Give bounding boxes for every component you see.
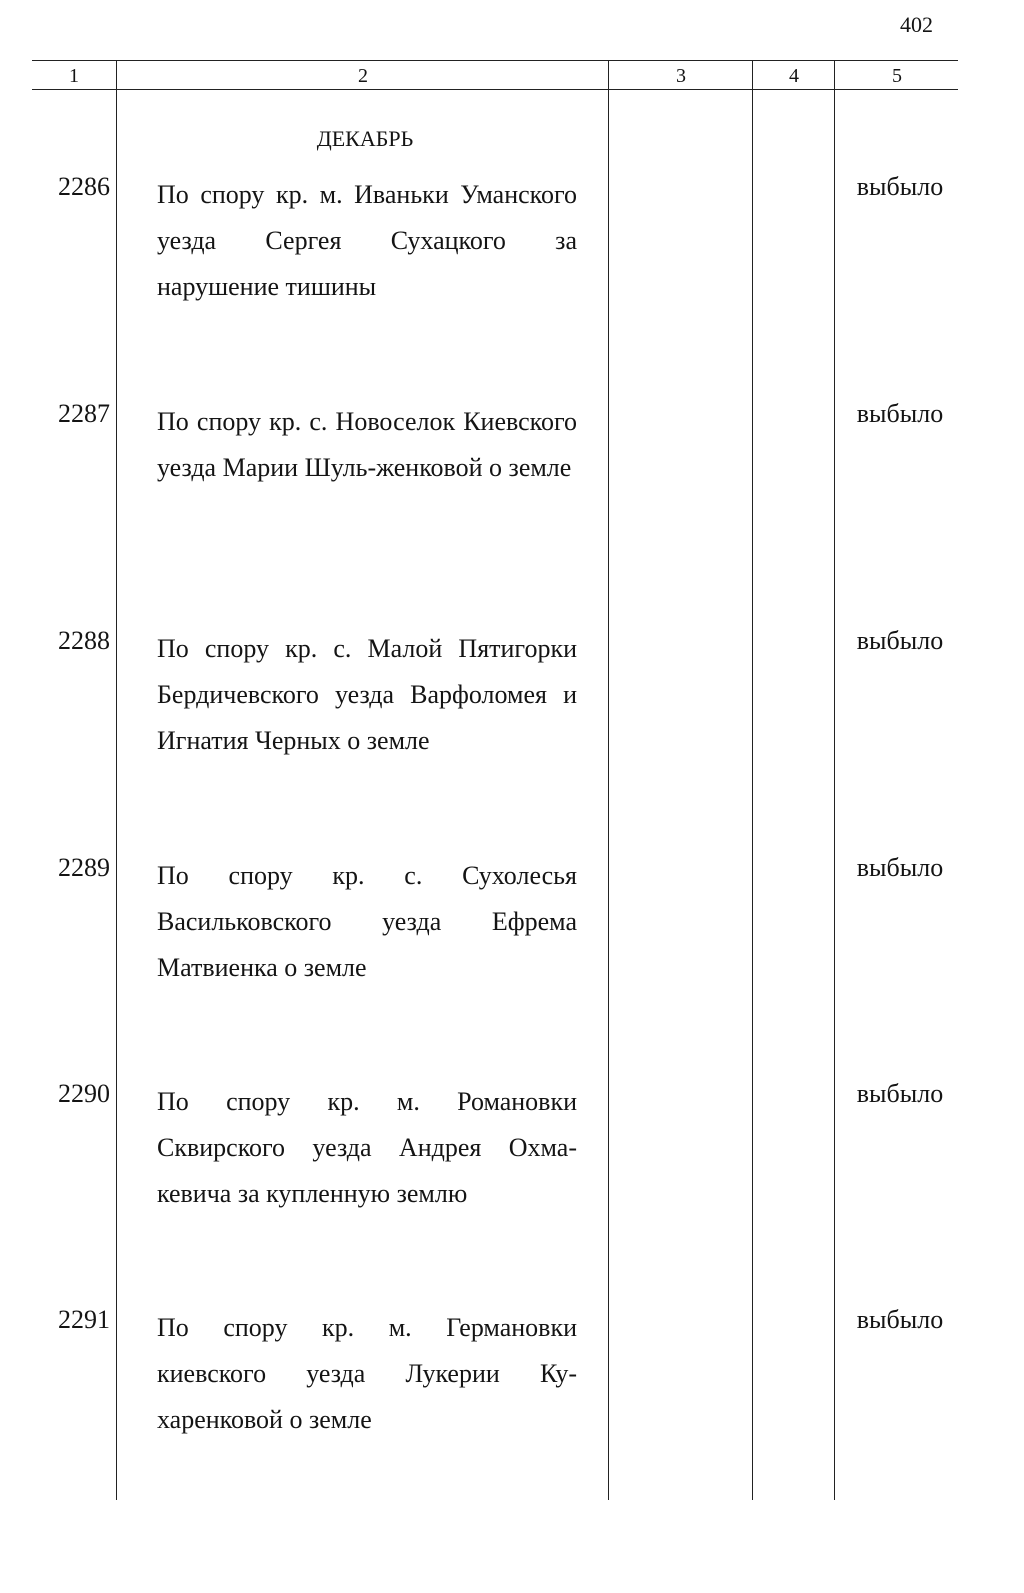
entry-status: выбыло [856, 399, 944, 428]
entry-number: 2287 [58, 399, 110, 428]
entry-description: По спору кр. с. Новоселок Киевского уезда Марии Шуль-женковой о земле [157, 407, 577, 482]
entry-status: выбыло [856, 626, 944, 655]
entry-description: По спору кр. м. Иваньки Уманского уезда Сергея Сухацкого за нарушение тишины [157, 180, 577, 301]
entry-description: По спору кр. м. Романовки Сквирского уезда Андрея Охма-кевича за купленную землю [157, 1087, 577, 1208]
month-heading: ДЕКАБРЬ [316, 126, 414, 151]
table-header-rule [32, 89, 958, 90]
entry-number: 2290 [58, 1079, 110, 1108]
entry-status: выбыло [856, 1079, 944, 1108]
entry-number: 2289 [58, 853, 110, 882]
entry-status: выбыло [856, 1305, 944, 1334]
entry-number: 2291 [58, 1305, 110, 1334]
column-header-3: 3 [676, 65, 686, 87]
page-number: 402 [900, 12, 933, 37]
table-row [0, 1079, 1024, 1279]
table-row [0, 626, 1024, 826]
entry-description: По спору кр. м. Германовки киевского уезда Лукерии Ку-харенковой о земле [157, 1313, 577, 1434]
table-row [0, 1305, 1024, 1505]
entry-status: выбыло [856, 853, 944, 882]
table-row [0, 399, 1024, 599]
column-header-4: 4 [789, 65, 799, 87]
entry-number: 2286 [58, 172, 110, 201]
table-row [0, 172, 1024, 372]
column-header-2: 2 [358, 65, 368, 87]
table-row [0, 853, 1024, 1053]
entry-status: выбыло [856, 172, 944, 201]
entry-number: 2288 [58, 626, 110, 655]
column-header-1: 1 [69, 65, 79, 87]
column-header-5: 5 [892, 65, 902, 87]
entry-description: По спору кр. с. Малой Пятигорки Бердичевского уезда Варфоломея и Игнатия Черных о земле [157, 634, 577, 755]
table-top-rule [32, 60, 958, 61]
entry-description: По спору кр. с. Сухолесья Васильковского уезда Ефрема Матвиенка о земле [157, 861, 577, 982]
